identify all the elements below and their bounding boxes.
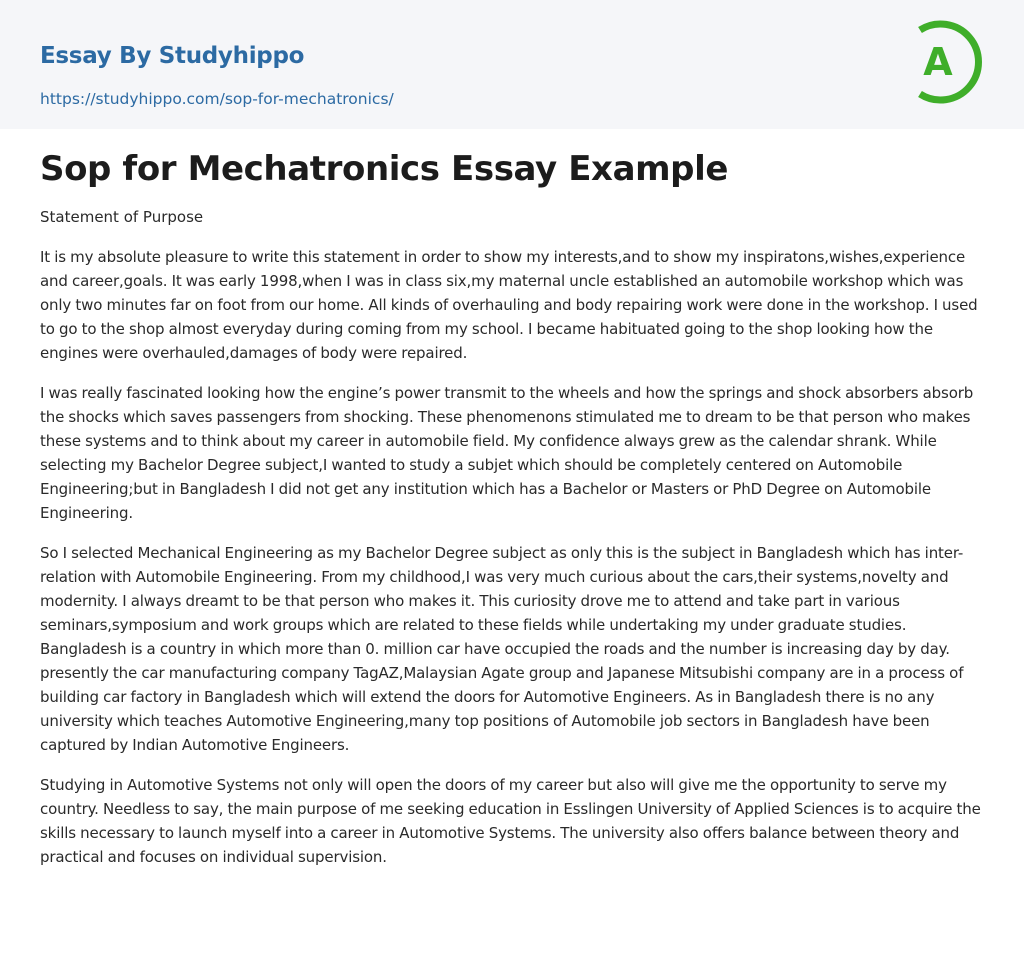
essay-paragraph: Studying in Automotive Systems not only will open the doors of my career but also will give me the opportunity to serve my country. Needless to say, the main purpose of me seeking education in Esslingen University of Applied Sciences is to acquire the skills necessary to launch myself into a career in Automotive Systems. The university also offers balance between theory and practical and focuses on individual supervision. <box>40 776 981 866</box>
essay-paragraph: It is my absolute pleasure to write this statement in order to show my interests,and to show my inspiratons,wishes,experience and career,goals. It was early 1998,when I was in class six,my maternal uncle established an automobile workshop which was only two minutes far on foot from our home. All kinds of overhauling and body repairing work were done in the workshop. I used to go to the shop almost everyday during coming from my school. I became habituated going to the shop looking how the engines were overhauled,damages of body were repaired. <box>40 248 978 362</box>
essay-subtitle: Statement of Purpose <box>40 208 204 226</box>
studyhippo-logo-icon[interactable] <box>912 20 984 104</box>
article <box>0 147 1024 869</box>
essay-paragraph: I was really fascinated looking how the engine’s power transmit to the wheels and how the springs and shock absorbers absorb the shocks which saves passengers from shocking. These phenomenons stimulated me to dream to be that person who makes these systems and to think about my career in automobile field. My confidence always grew as the calendar shrank. While selecting my Bachelor Degree subject,I wanted to study a subjet which should be completely centered on Automobile Engineering;but in Bangladesh I did not get any institution which has a Bachelor or Masters or PhD Degree on Automobile Engineering. <box>40 384 974 522</box>
site-header <box>0 0 1024 129</box>
logo-letter: A <box>923 40 953 84</box>
source-url-link[interactable]: https://studyhippo.com/sop-for-mechatronics/ <box>40 90 394 108</box>
brand-title[interactable]: Essay By Studyhippo <box>40 43 305 69</box>
essay-paragraph: So I selected Mechanical Engineering as my Bachelor Degree subject as only this is the subject in Bangladesh which has inter-relation with Automobile Engineering. From my childhood,I was very much curious about the cars,their systems,novelty and modernity. I always dreamt to be that person who makes it. This curiosity drove me to attend and take part in various seminars,symposium and work groups which are related to these fields while undertaking my under graduate studies. Bangladesh is a country in which more than 0. million car have occupied the roads and the number is increasing day by day. presently the car manufacturing company TagAZ,Malaysian Agate group and Japanese Mitsubishi company are in a process of building car factory in Bangladesh which will extend the doors for Automotive Engineers. As in Bangladesh there is no any university which teaches Automotive Engineering,many top positions of Automobile job sectors in Bangladesh have been captured by Indian Automotive Engineers. <box>40 544 964 754</box>
page-title: Sop for Mechatronics Essay Example <box>40 149 729 189</box>
